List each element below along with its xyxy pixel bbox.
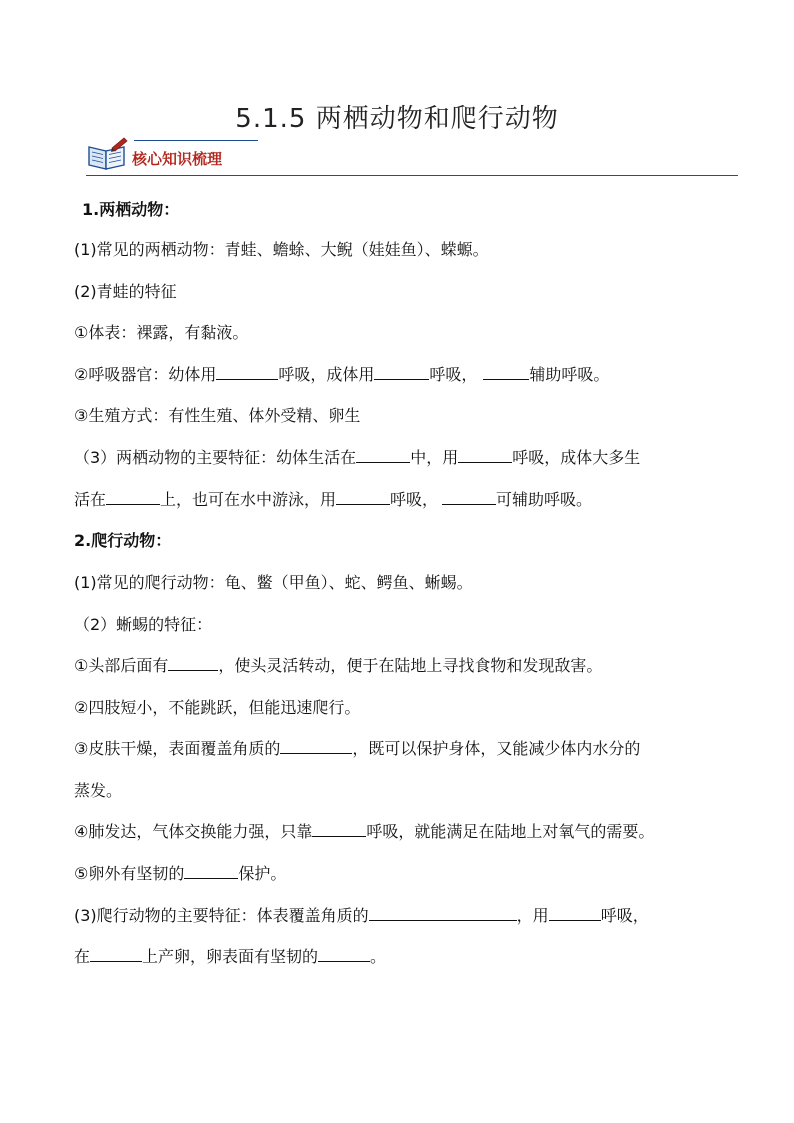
frog-feature-skin: ①体表：裸露，有黏液。 [74,323,249,342]
text-segment: 呼吸， [600,906,649,925]
text-segment: 上，也可在水中游泳，用 [160,490,337,509]
amphibians-heading: 1.两栖动物： [82,200,180,219]
text-segment: (3)爬行动物的主要特征：体表覆盖角质的 [74,906,369,925]
lizard-feature-neck [74,655,602,677]
text-segment: 呼吸，就能满足在陆地上对氧气的需要。 [366,822,655,841]
answer-blank[interactable] [90,946,142,962]
answer-blank[interactable] [318,946,370,962]
lizard-feature-skin-line1 [74,738,640,760]
frog-feature-respiration [74,364,609,386]
answer-blank[interactable] [168,655,218,671]
lizard-feature-limbs: ②四肢短小，不能跳跃，但能迅速爬行。 [74,698,361,717]
text-segment: 呼吸， [390,490,439,509]
reptiles-main-features-line1 [74,905,649,927]
answer-blank[interactable] [483,364,529,380]
text-segment: 辅助呼吸。 [529,365,610,384]
lizard-feature-eggs [74,863,286,885]
reptiles-common: (1)常见的爬行动物：龟、鳖（甲鱼）、蛇、鳄鱼、蜥蜴。 [74,573,473,592]
text-segment: 保护。 [238,864,287,883]
answer-blank[interactable] [312,821,366,837]
text-segment: ①头部后面有 [74,656,169,675]
text-segment: ，用 [516,906,549,925]
text-segment: 呼吸，成体用 [278,365,375,384]
text-segment: ③皮肤干燥，表面覆盖角质的 [74,739,281,758]
frog-features-title: (2)青蛙的特征 [74,282,177,301]
amphibians-main-features-line2 [74,489,592,511]
answer-blank[interactable] [458,447,512,463]
text-segment: 上产卵，卵表面有坚韧的 [142,947,319,966]
header-bottom-rule [86,175,738,176]
text-segment: 中，用 [410,448,459,467]
text-segment: 活在 [74,490,107,509]
amphibians-main-features-line1 [74,447,640,469]
text-segment: ②呼吸器官：幼体用 [74,365,217,384]
text-segment: 。 [370,947,387,966]
lizard-features-title: （2）蜥蜴的特征： [74,615,213,634]
text-segment: ，既可以保护身体，又能减少体内水分的 [352,739,641,758]
section-header [86,134,738,182]
answer-blank[interactable] [184,863,238,879]
answer-blank[interactable] [106,489,160,505]
section-heading: 核心知识梳理 [132,150,223,168]
text-segment: 呼吸， [429,365,478,384]
book-pen-icon [86,137,130,173]
text-segment: ，使头灵活转动，便于在陆地上寻找食物和发现敌害。 [218,656,603,675]
amphibians-common: (1)常见的两栖动物：青蛙、蟾蜍、大鲵（娃娃鱼）、蝾螈。 [74,240,489,259]
answer-blank[interactable] [336,489,390,505]
frog-feature-reproduction: ③生殖方式：有性生殖、体外受精、卵生 [74,406,361,425]
text-segment: （3）两栖动物的主要特征：幼体生活在 [74,448,357,467]
answer-blank[interactable] [356,447,410,463]
lizard-feature-skin-line2: 蒸发。 [74,781,123,800]
answer-blank[interactable] [549,905,601,921]
lizard-feature-lungs [74,821,654,843]
text-segment: 呼吸，成体大多生 [512,448,641,467]
page-title: 5.1.5 两栖动物和爬行动物 [235,104,559,134]
text-segment: 可辅助呼吸。 [496,490,593,509]
answer-blank[interactable] [442,489,496,505]
reptiles-main-features-line2 [74,946,386,968]
answer-blank[interactable] [369,905,517,921]
text-segment: 在 [74,947,91,966]
text-segment: ⑤卵外有坚韧的 [74,864,185,883]
text-segment: ④肺发达，气体交换能力强，只靠 [74,822,313,841]
answer-blank[interactable] [374,364,429,380]
answer-blank[interactable] [216,364,278,380]
reptiles-heading: 2.爬行动物： [74,531,172,550]
header-top-rule [134,140,258,141]
answer-blank[interactable] [280,738,352,754]
